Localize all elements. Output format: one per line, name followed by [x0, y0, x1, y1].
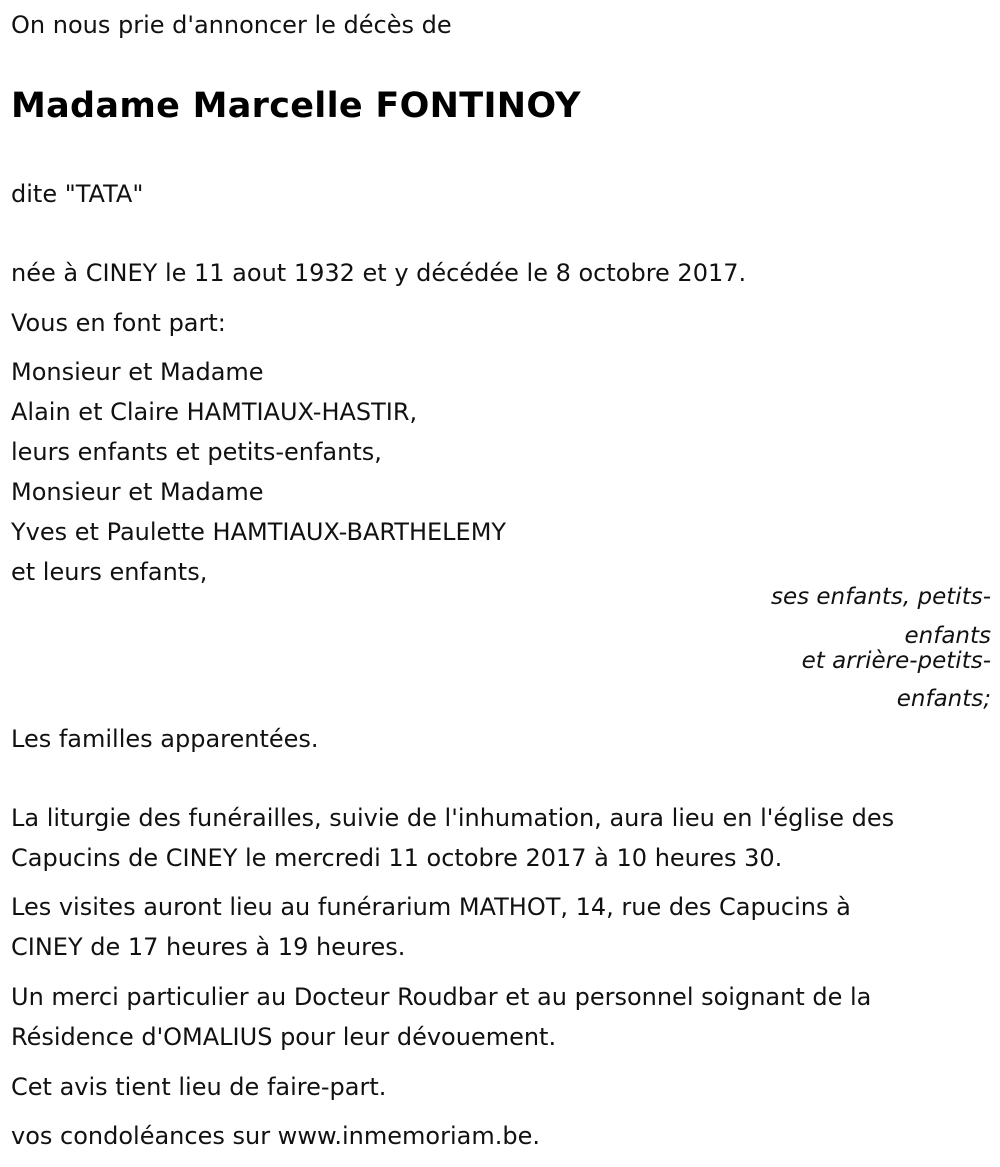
family-line: Alain et Claire HAMTIAUX-HASTIR,: [11, 398, 418, 426]
liturgy-text-line: Capucins de CINEY le mercredi 11 octobre 2017 à 10 heures 30.: [11, 844, 783, 872]
intro-text: On nous prie d'annoncer le décès de: [11, 11, 452, 39]
notice-text: Cet avis tient lieu de faire-part.: [11, 1073, 387, 1101]
birth-death-text: née à CINEY le 11 aout 1932 et y décédée le 8 octobre 2017.: [11, 259, 747, 287]
visits-text-line: CINEY de 17 heures à 19 heures.: [11, 933, 406, 961]
thanks-text-line: Un merci particulier au Docteur Roudbar et au personnel soignant de la: [11, 983, 872, 1011]
family-line: et leurs enfants,: [11, 558, 208, 586]
family-line: Monsieur et Madame: [11, 358, 264, 386]
family-summary-line: enfants: [904, 623, 991, 649]
family-line: leurs enfants et petits-enfants,: [11, 438, 382, 466]
share-intro-text: Vous en font part:: [11, 309, 226, 337]
related-families-text: Les familles apparentées.: [11, 725, 319, 753]
family-summary-line: et arrière-petits-: [801, 648, 991, 674]
deceased-name: Madame Marcelle FONTINOY: [11, 86, 581, 126]
nickname-text: dite "TATA": [11, 180, 144, 208]
family-line: Monsieur et Madame: [11, 478, 264, 506]
family-summary-line: enfants;: [896, 686, 991, 712]
condolences-text: vos condoléances sur www.inmemoriam.be.: [11, 1122, 540, 1150]
family-summary-line: ses enfants, petits-: [770, 584, 991, 610]
family-line: Yves et Paulette HAMTIAUX-BARTHELEMY: [11, 518, 507, 546]
liturgy-text-line: La liturgie des funérailles, suivie de l'inhumation, aura lieu en l'église des: [11, 804, 895, 832]
thanks-text-line: Résidence d'OMALIUS pour leur dévouement.: [11, 1023, 557, 1051]
visits-text-line: Les visites auront lieu au funérarium MATHOT, 14, rue des Capucins à: [11, 893, 851, 921]
